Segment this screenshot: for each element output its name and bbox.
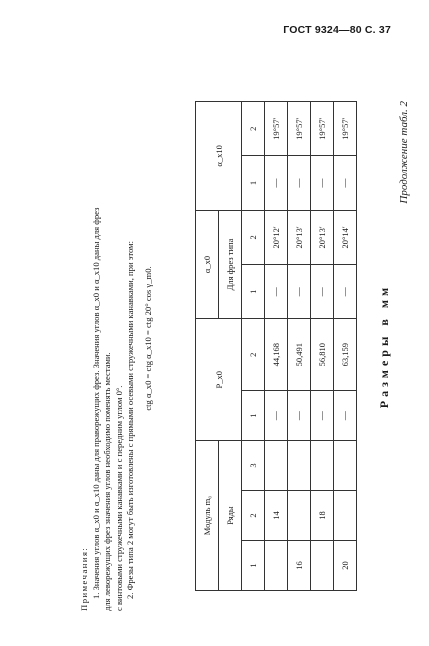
note-1: 1. Значения углов α_x0 и α_x10 даны для праворежущих фрез. Значения углов α_x0 и α_x10 даны для фрез — [90, 207, 101, 599]
header-p2: 2 — [242, 319, 265, 391]
header-alpha: α_x0 — [196, 210, 219, 319]
rotated-table-page — [0, 46, 429, 646]
header-modul: Модуль m₀ — [196, 441, 219, 591]
cell-p2: 44,168 — [265, 319, 288, 391]
cell-p1: — — [334, 391, 357, 441]
cell-a2: 20°13′ — [311, 210, 334, 264]
table-row — [288, 102, 311, 591]
table-row — [265, 102, 288, 591]
table-title: Размеры в мм — [377, 283, 391, 409]
header-a2: 2 — [242, 210, 265, 264]
header-tip: Для фрез типа — [219, 210, 242, 319]
cell-p1: — — [288, 391, 311, 441]
cell-r2 — [288, 491, 311, 541]
note-2: 2. Фрезы типа 2 могут быть изготовлены с прямыми осевыми стружечными канавками, при этом: — [125, 241, 135, 599]
cell-p1: — — [265, 391, 288, 441]
cell-r1: 20 — [334, 541, 357, 591]
cell-b2: 19°57′ — [288, 102, 311, 156]
cell-r3 — [265, 441, 288, 491]
cell-r2: 14 — [265, 491, 288, 541]
cell-a1: — — [311, 265, 334, 319]
cell-r3 — [288, 441, 311, 491]
note-formula: ctg α_x0 = ctg α_x10 = ctg 20° cos γ_m0. — [142, 266, 153, 411]
header-p: P_x0 — [196, 319, 242, 441]
cell-b2: 19°57′ — [311, 102, 334, 156]
cell-r3 — [334, 441, 357, 491]
cell-b1: — — [334, 156, 357, 210]
header-r2: 2 — [242, 491, 265, 541]
cell-b2: 19°57′ — [265, 102, 288, 156]
note-2-continued: с винтовыми стружечными канавками и с передним углом 0°. — [113, 385, 124, 611]
data-table — [195, 101, 357, 591]
cell-r1 — [265, 541, 288, 591]
page-header: ГОСТ 9324—80 С. 37 — [283, 24, 391, 36]
cell-r2 — [334, 491, 357, 541]
notes-block — [79, 66, 154, 611]
header-r3: 3 — [242, 441, 265, 491]
cell-p2: 50,491 — [288, 319, 311, 391]
note-1-continued: для леворежущих фрез значения углов необходимо поменять местами. — [102, 352, 112, 611]
header-b2: 2 — [242, 102, 265, 156]
cell-b2: 19°57′ — [334, 102, 357, 156]
header-p1: 1 — [242, 391, 265, 441]
cell-r2: 18 — [311, 491, 334, 541]
cell-r3 — [311, 441, 334, 491]
cell-b1: — — [265, 156, 288, 210]
header-alpha-1: α_x10 — [196, 102, 242, 211]
table-row — [334, 102, 357, 591]
header-r1: 1 — [242, 541, 265, 591]
header-ryady: Ряды — [219, 441, 242, 591]
cell-b1: — — [288, 156, 311, 210]
cell-r1 — [311, 541, 334, 591]
cell-a2: 20°13′ — [288, 210, 311, 264]
notes-heading: Примечания: — [79, 546, 89, 611]
cell-a1: — — [288, 265, 311, 319]
cell-b1: — — [311, 156, 334, 210]
cell-p1: — — [311, 391, 334, 441]
cell-r1: 16 — [288, 541, 311, 591]
table-continuation-label: Продолжение табл. 2 — [398, 101, 410, 204]
table-row — [311, 102, 334, 591]
cell-p2: 56,810 — [311, 319, 334, 391]
cell-a1: — — [334, 265, 357, 319]
header-a1: 1 — [242, 265, 265, 319]
header-b1: 1 — [242, 156, 265, 210]
cell-a1: — — [265, 265, 288, 319]
cell-a2: 20°12′ — [265, 210, 288, 264]
cell-a2: 20°14′ — [334, 210, 357, 264]
cell-p2: 63,159 — [334, 319, 357, 391]
